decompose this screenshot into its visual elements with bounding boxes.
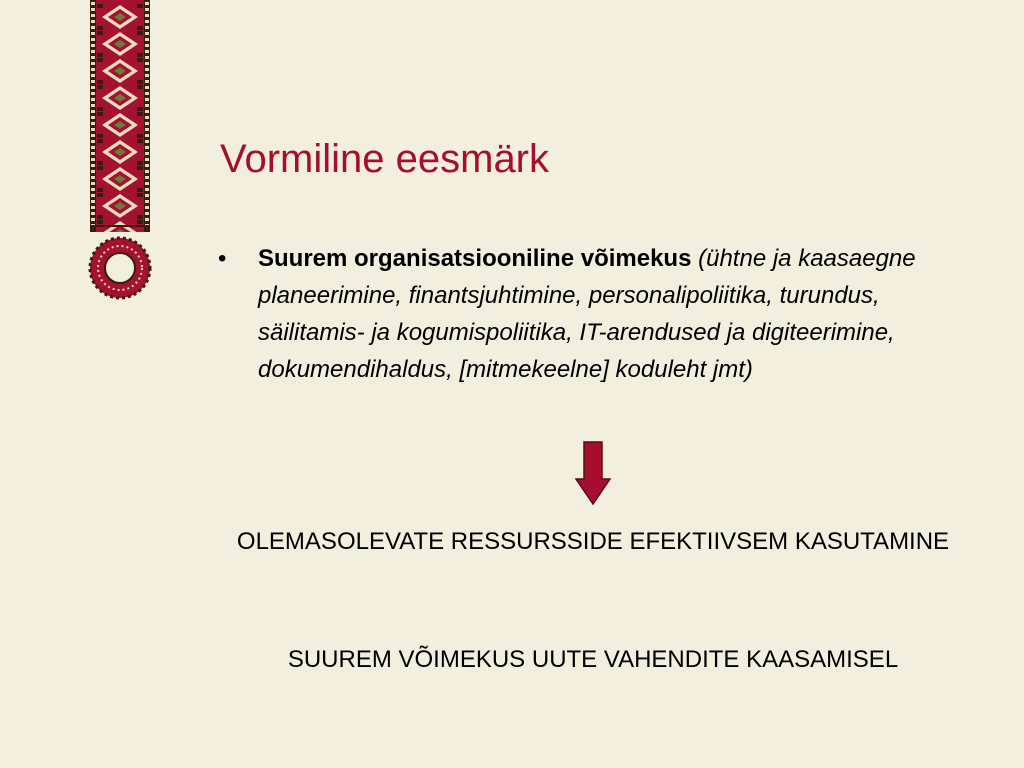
- slide-title: Vormiline eesmärk: [220, 137, 550, 181]
- folk-ornament-ring-icon: [88, 236, 152, 300]
- statement-efficient-resources: OLEMASOLEVATE RESSURSSIDE EFEKTIIVSEM KASUTAMINE: [236, 528, 950, 555]
- down-arrow-icon: [575, 441, 611, 505]
- bullet-item: [218, 240, 938, 388]
- bullet-bold-text: Suurem organisatsiooniline võimekus: [258, 245, 692, 272]
- bullet-marker: •: [218, 245, 227, 272]
- statement-new-means: SUUREM VÕIMEKUS UUTE VAHENDITE KAASAMISEL: [287, 646, 899, 673]
- folk-ornament-band-icon: [90, 0, 150, 232]
- bullet-italic-text: (ühtne ja kaasaegne planeerimine, finantsjuhtimine, personalipoliitika, turundus, säilitamis- ja kogumispoliitika, IT-arendused ja digiteerimine, dokumendihaldus, [mitmekeelne] koduleht jmt): [258, 245, 916, 383]
- bullet-text: [258, 240, 938, 388]
